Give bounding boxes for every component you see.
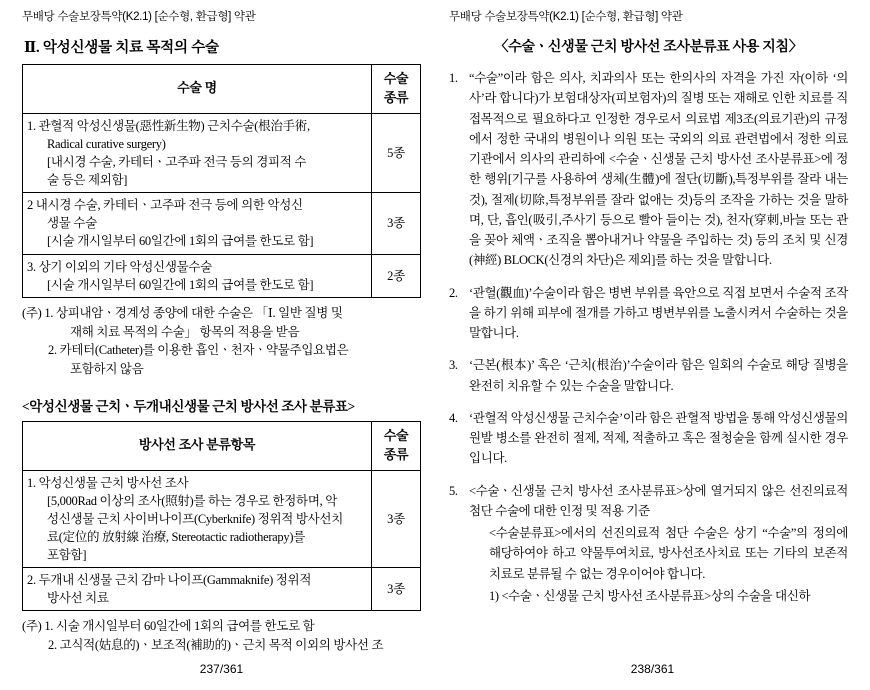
running-head-left: 무배당 수술보장특약(K2.1) [순수형, 환급형] 약관 — [22, 11, 256, 23]
col-header-surgery-kind — [372, 65, 421, 114]
col-header-kind-line1: 수술 — [383, 71, 409, 86]
row-line: 포함함] — [47, 548, 87, 562]
radiation-kind-cell: 3종 — [372, 568, 421, 611]
row-line: 료(定位的 放射線 治療, Stereotactic radiotherapy)를 — [47, 529, 305, 544]
list-item — [449, 355, 848, 396]
note-line: (주) 1. 시술 개시일부터 60일간에 1회의 급여를 한도로 함 — [22, 619, 315, 634]
guide-list — [449, 68, 848, 606]
col-header-radiation-item: 방사선 조사 분류항목 — [23, 421, 372, 470]
list-item — [449, 408, 848, 469]
row-line: [내시경 수술, 카테터ㆍ고주파 전극 등의 경피적 수 — [47, 154, 307, 169]
list-item — [449, 283, 848, 344]
item-number: 5. — [449, 483, 458, 498]
note-line: 포함하지 않음 — [70, 362, 144, 377]
section-title: Ⅱ. 악성신생물 치료 목적의 수술 — [24, 40, 219, 56]
row-line: 2 내시경 수술, 카테터ㆍ고주파 전극 등에 의한 악성신 — [27, 198, 303, 213]
col-header-kind-line2: 종류 — [383, 446, 409, 462]
page-right — [435, 0, 870, 690]
running-head-right: 무배당 수술보장특약(K2.1) [순수형, 환급형] 약관 — [449, 11, 683, 23]
item-text: ‘근본(根本)’ 혹은 ‘근치(根治)’수술이라 함은 일회의 수술로 해당 질병을 완전히 치유할 수 있는 수술을 말합니다. — [469, 358, 848, 393]
note-line: (주) 1. 상피내암ㆍ경계성 종양에 대한 수술은 「Ⅰ. 일반 질병 및 — [22, 305, 343, 320]
surgery-name-cell — [23, 113, 372, 193]
row-line: 1. 관혈적 악성신생물(惡性新生物) 근치수술(根治手術, — [27, 118, 310, 133]
surgery-kind-cell: 2종 — [372, 254, 421, 297]
table-row — [23, 470, 421, 568]
surgery-name-cell — [23, 193, 372, 254]
row-line: [시술 개시일부터 60일간에 1회의 급여를 한도로 함] — [47, 277, 314, 292]
note-line: 2. 카테터(Catheter)를 이용한 흡인ㆍ천자ㆍ약물주입요법은 — [48, 343, 349, 358]
row-line: 방사선 치료 — [47, 591, 109, 606]
item-subparagraph: <수술분류표>에서의 선진의료적 첨단 수술은 상기 “수술”의 정의에 해당하여야 하고 약물투여치료, 방사선조사치료 또는 기타의 보존적 치료로 분류될 수 없는 경우이어야 합니다. — [489, 526, 848, 581]
table-header-row — [23, 65, 421, 114]
row-line: 성신생물 근치 사이버나이프(Cyberknife) 정위적 방사선치 — [47, 511, 343, 526]
radiation-item-cell — [23, 470, 372, 568]
section-title-radiation: <악성신생물 근치ㆍ두개내신생물 근치 방사선 조사 분류표> — [22, 398, 355, 414]
note-line: 재해 치료 목적의 수술」 항목의 적용을 받음 — [70, 324, 300, 339]
surgery-name-cell — [23, 254, 372, 297]
row-line: 술 등은 제외함] — [47, 173, 128, 188]
item-number: 1. — [449, 71, 458, 85]
radiation-kind-cell: 3종 — [372, 470, 421, 568]
item-subitem: 1) <수술ㆍ신생물 근치 방사선 조사분류표>상의 수술을 대신하 — [489, 588, 811, 603]
row-line: Radical curative surgery) — [47, 136, 166, 151]
list-item — [449, 481, 848, 607]
table-row — [23, 193, 421, 254]
table-header-row — [23, 421, 421, 470]
table-row — [23, 113, 421, 193]
item-number: 4. — [449, 410, 458, 425]
table-row — [23, 254, 421, 297]
surgery-kind-cell: 3종 — [372, 193, 421, 254]
item-number: 2. — [449, 285, 458, 300]
surgery-kind-cell: 5종 — [372, 113, 421, 193]
item-number: 3. — [449, 358, 458, 373]
col-header-surgery-name: 수술 명 — [23, 65, 372, 114]
col-header-kind-line2: 종류 — [383, 89, 409, 105]
table-note-2 — [22, 617, 421, 655]
note-line: 2. 고식적(姑息的)ㆍ보조적(補助的)ㆍ근치 목적 이외의 방사선 조 — [48, 638, 384, 653]
col-header-radiation-kind — [372, 421, 421, 470]
col-header-kind-line1: 수술 — [383, 427, 409, 443]
radiation-item-cell — [23, 568, 372, 611]
table-row — [23, 568, 421, 611]
item-text: ‘관혈(觀血)’수술이라 함은 병변 부위를 육안으로 직접 보면서 수술적 조작을 하기 위해 피부에 절개를 가하고 병변부위를 노출시켜서 수술하는 것을 말합니다. — [469, 285, 848, 340]
item-text: ‘관혈적 악성신생물 근치수술’이라 함은 관혈적 방법을 통해 악성신생물의 원발 병소를 완전히 절제, 적제, 적출하고 혹은 절청술을 함께 실시한 경우입니다. — [469, 410, 848, 466]
row-line: [시술 개시일부터 60일간에 1회의 급여를 한도로 함] — [47, 234, 314, 249]
guide-title: 〈수술ㆍ신생물 근치 방사선 조사분류표 사용 지침〉 — [494, 40, 803, 55]
row-line: 1. 악성신생물 근치 방사선 조사 — [27, 475, 189, 490]
page-number-right: 238/361 — [630, 662, 675, 676]
row-line: 생물 수술 — [47, 216, 97, 231]
radiation-table — [22, 421, 421, 612]
page-number-left: 237/361 — [199, 662, 244, 676]
surgery-table — [22, 64, 421, 298]
row-line: [5,000Rad 이상의 조사(照射)를 하는 경우로 한정하며, 악 — [47, 493, 338, 508]
row-line: 3. 상기 이외의 기타 악성신생물수술 — [27, 259, 212, 274]
item-text: <수술ㆍ신생물 근치 방사선 조사분류표>상에 열거되지 않은 선진의료적 첨단 수술에 대한 인정 및 적용 기준 — [469, 483, 848, 518]
table-note-1 — [22, 304, 421, 379]
row-line: 2. 두개내 신생물 근치 감마 나이프(Gammaknife) 정위적 — [27, 573, 312, 588]
item-text: “수술”이라 함은 의사, 치과의사 또는 한의사의 자격을 가진 자(이하 ‘의사’라 합니다)가 보험대상자(피보험자)의 질병 또는 재해로 인한 치료를 직접목적으로 필요하다고 인정한 경우로서 의료법 제3조(의료기관)의 규정에서 정한 국내의 병원이나 의원 또는 국외의 의료 관련법에서 정한 의료기관에서 의사의 관리하에 <수술ㆍ신생물 근치 방사선 조사분류표>에 정한 행위[기구를 사용하여 생체(生體)에 절단(切斷),특정부위를 잘라 내는것), 절제(切除,특정부위를 잘라 없애는 것)등의 조작을 가하는 것을 말하며, 단, 흡인(吸引,주사기 등으로 빨아 들이는 것), 천자(穿刺,바늘 또는 관을 꽂아 체액ㆍ조직을 뽑아내거나 약물을 주입하는 것) 등의 조치 및 신경(神經) BLOCK(신경의 차단)은 제외]를 하는 것을 말합니다. — [469, 71, 848, 268]
list-item — [449, 68, 848, 271]
